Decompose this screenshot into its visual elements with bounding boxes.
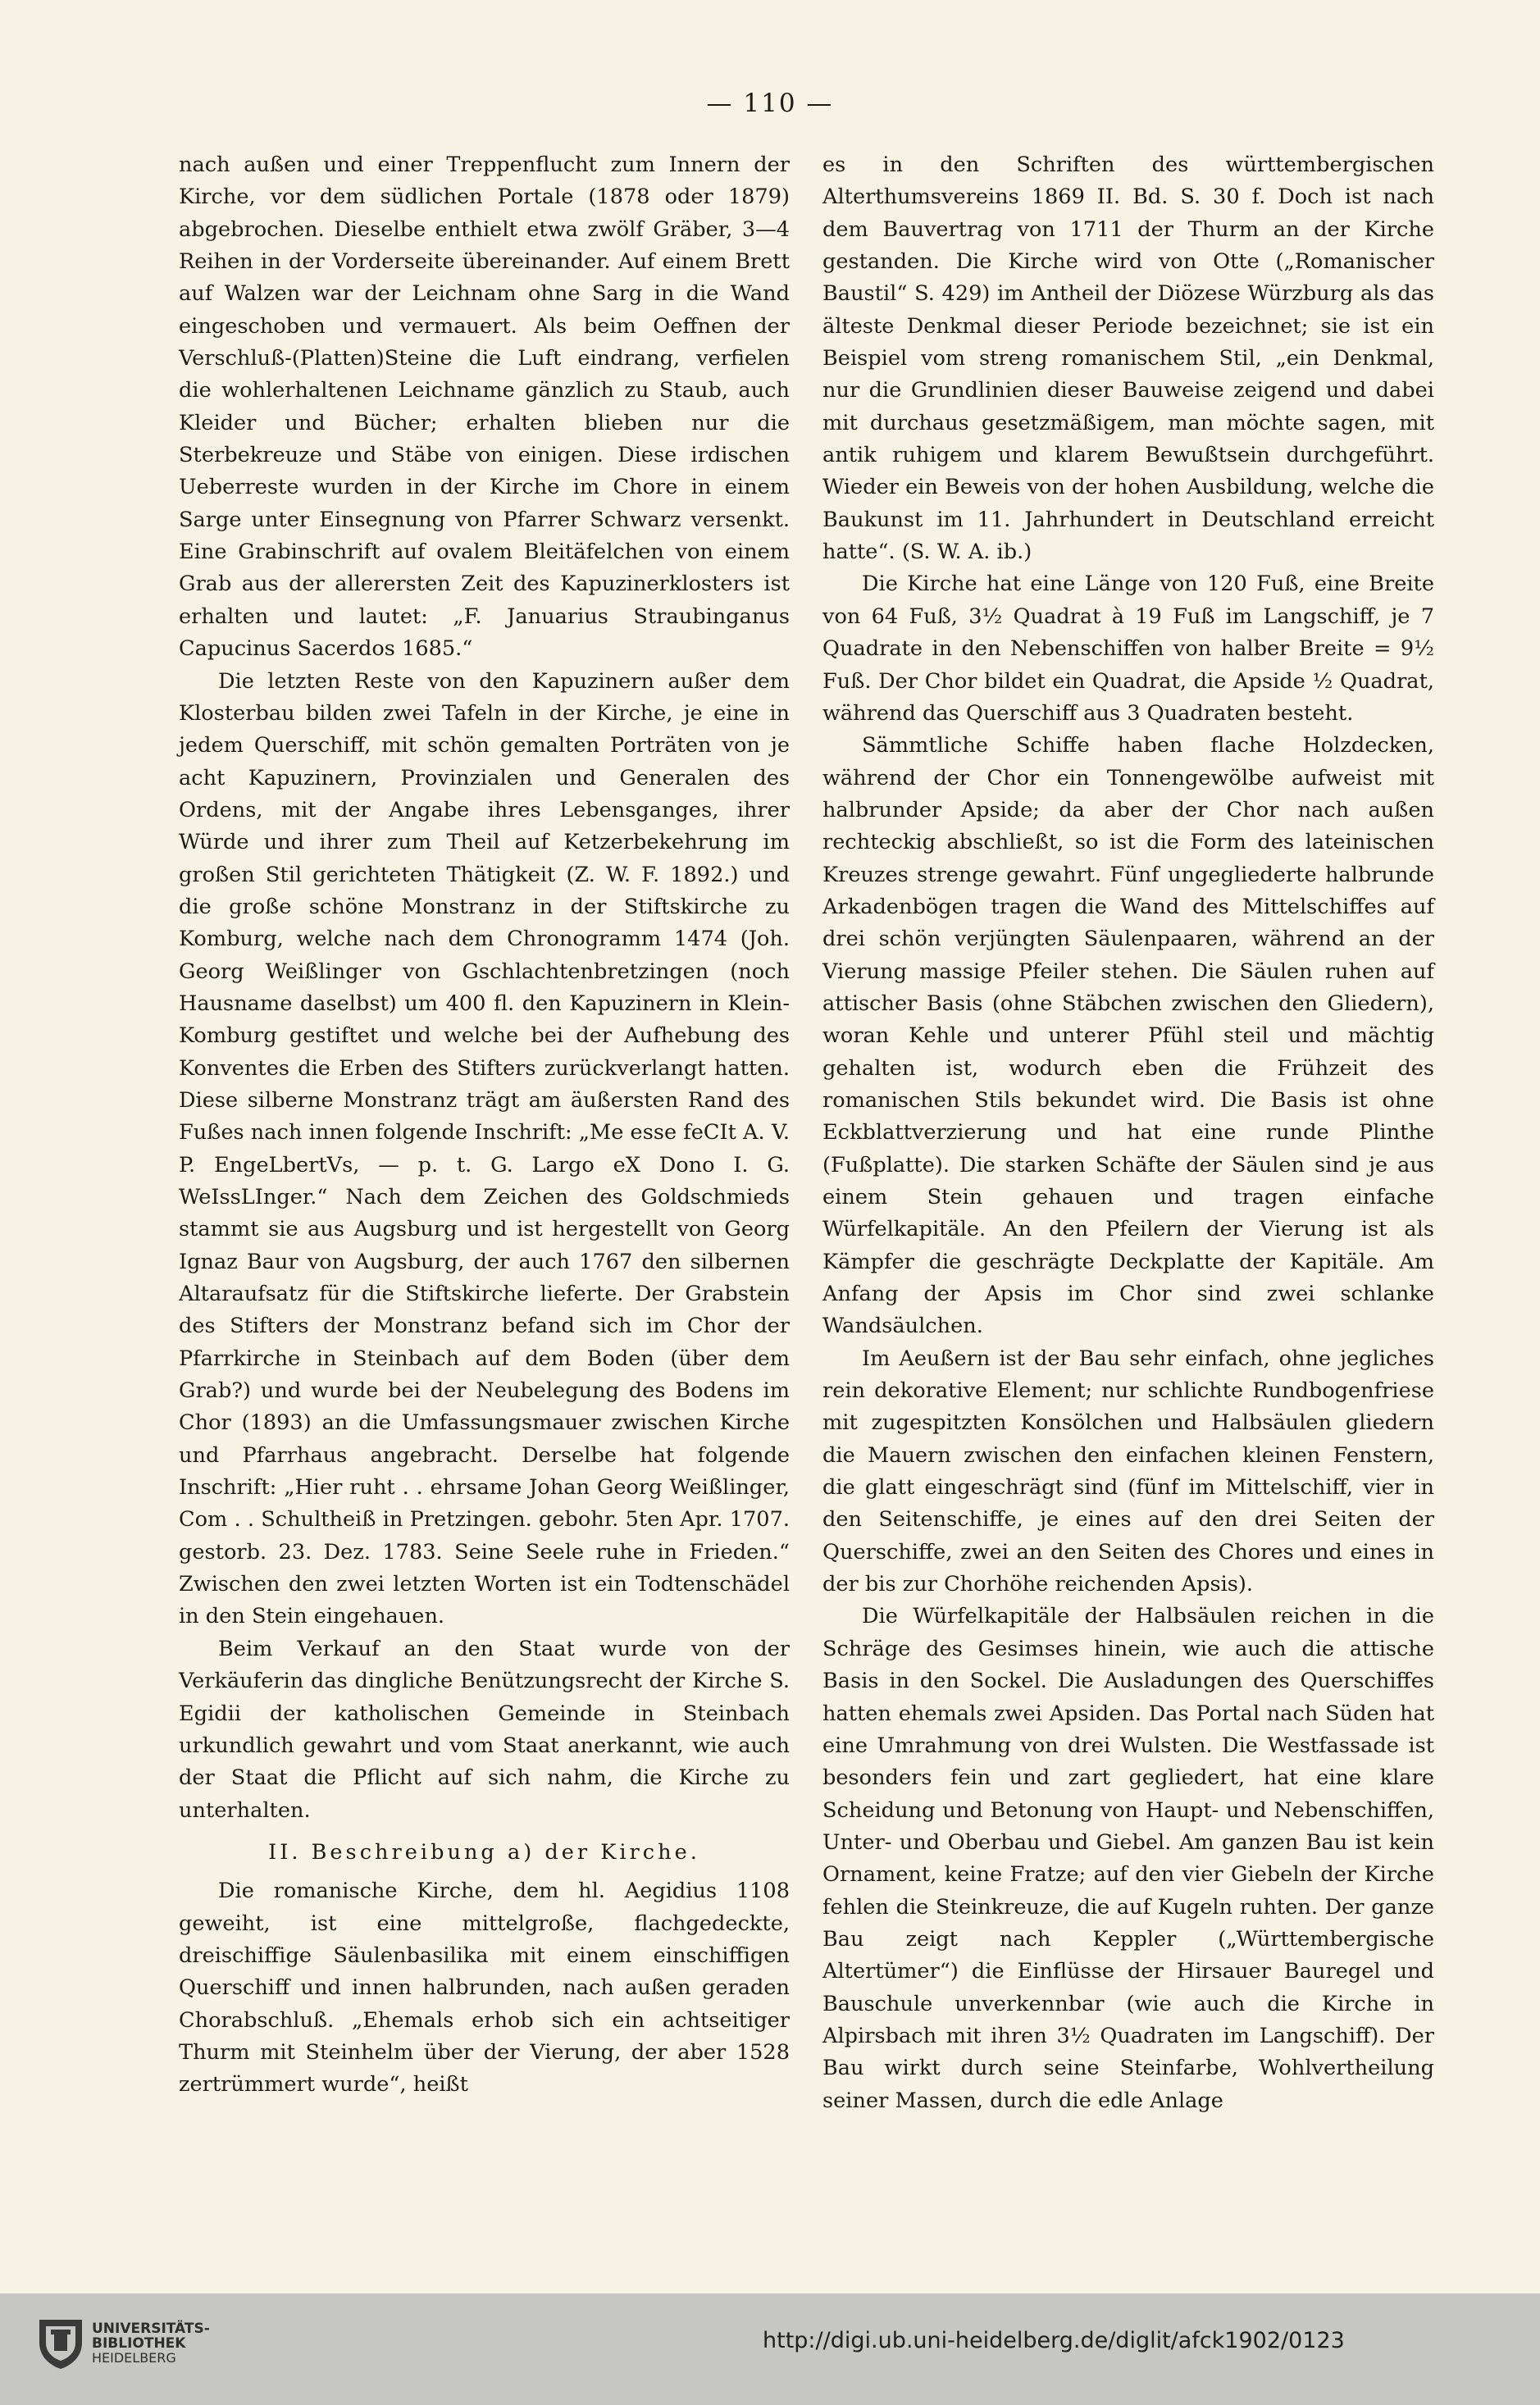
paragraph: Beim Verkauf an den Staat wurde von der Verkäuferin das dingliche Benützungsrecht der Kirche S. Egidii der katholischen Gemeinde in Steinbach urkundlich gewahrt und vom Staat anerkannt, wie auch der Staat die Pflicht auf sich nahm, die Kirche zu unterhalten.	[179, 1636, 790, 1823]
paragraph: es in den Schriften des württembergischen Alterthumsvereins 1869 II. Bd. S. 30 f. Doch ist nach dem Bauvertrag von 1711 der Thurm an der Kirche gestanden. Die Kirche wird von Otte („Romanischer Baustil“ S. 429) im Antheil der Diözese Würzburg als das älteste Denkmal dieser Periode bezeichnet; sie ist ein Beispiel vom streng romanischem Stil, „ein Denkmal, nur die Grundlinien dieser Bauweise zeigend und dabei mit durchaus gesetzmäßigem, man möchte sagen, mit antik ruhigem und klarem Bewußtsein durchgeführt. Wieder ein Beweis von der hohen Ausbildung, welche die Baukunst im 11. Jahrhundert in Deutschland erreicht hatte“. (S. W. A. ib.)	[822, 153, 1434, 565]
library-name	[92, 2321, 210, 2366]
paragraph: nach außen und einer Treppenflucht zum Innern der Kirche, vor dem südlichen Portale (1878 oder 1879) abgebrochen. Dieselbe enthielt etwa zwölf Gräber, 3—4 Reihen in der Vorderseite übereinander. Auf einem Brett auf Walzen war der Leichnam ohne Sarg in die Wand eingeschoben und vermauert. Als beim Oeffnen der Verschluß-(Platten)Steine die Luft eindrang, verfielen die wohlerhaltenen Leichname gänzlich zu Staub, auch Kleider und Bücher; erhalten blieben nur die Sterbekreuze und Stäbe von einigen. Diese irdischen Ueberreste wurden in der Kirche im Chore in einem Sarge unter Einsegnung von Pfarrer Schwarz versenkt. Eine Grabinschrift auf ovalem Bleitäfelchen von einem Grab aus der allerersten Zeit des Kapuzinerklosters ist erhalten und lautet: „F. Januarius Straubinganus Capucinus Sacerdos 1685.“	[179, 153, 790, 662]
section-heading: II. Beschreibung a) der Kirche.	[268, 1839, 700, 1865]
university-seal-icon	[36, 2315, 85, 2371]
library-name-line: HEIDELBERG	[92, 2350, 176, 2366]
paragraph: Sämmtliche Schiffe haben flache Holzdecken, während der Chor ein Tonnengewölbe aufweist mit halbrunder Apside; da aber der Chor nach außen rechteckig abschließt, so ist die Form des lateinischen Kreuzes strenge gewahrt. Fünf ungegliederte halbrunde Arkadenbögen tragen die Wand des Mittelschiffes auf drei schön verjüngten Säulenpaaren, während an der Vierung massige Pfeiler stehen. Die Säulen ruhen auf attischer Basis (ohne Stäbchen zwischen den Gliedern), woran Kehle und unterer Pfühl steil und mächtig gehalten ist, wodurch eben die Frühzeit des romanischen Stils bekundet wird. Die Basis ist ohne Eckblattverzierung und hat eine runde Plinthe (Fußplatte). Die starken Schäfte der Säulen sind je aus einem Stein gehauen und tragen einfache Würfelkapitäle. An den Pfeilern der Vierung ist als Kämpfer die geschrägte Deckplatte der Kapitäle. Am Anfang der Apsis im Chor sind zwei schlanke Wandsäulchen.	[822, 733, 1434, 1339]
library-name-line: BIBLIOTHEK	[92, 2335, 186, 2352]
right-text-column	[822, 149, 1434, 2117]
permalink[interactable]	[763, 2328, 1345, 2353]
paragraph: Im Aeußern ist der Bau sehr einfach, ohne jegliches rein dekorative Element; nur schlichte Rundbogenfriese mit zugespitzten Konsölchen und Halbsäulen gliedern die Mauern zwischen den einfachen kleinen Fenstern, die glatt eingeschrägt sind (fünf im Mittelschiff, vier in den Seitenschiffe, je eines auf den drei Seiten der Querschiffe, zwei an den Seiten des Chores und eines in der bis zur Chorhöhe reichenden Apsis).	[822, 1346, 1434, 1597]
paragraph: Die Kirche hat eine Länge von 120 Fuß, eine Breite von 64 Fuß, 3½ Quadrat à 19 Fuß im Langschiff, je 7 Quadrate in den Nebenschiffen von halber Breite = 9½ Fuß. Der Chor bildet ein Quadrat, die Apside ½ Quadrat, während das Querschiff aus 3 Quadraten besteht.	[822, 572, 1434, 726]
page-number: — 110 —	[706, 89, 834, 118]
library-footer	[0, 2293, 1540, 2405]
paragraph: Die Würfelkapitäle der Halbsäulen reichen in die Schräge des Gesimses hinein, wie auch die attische Basis in den Sockel. Die Ausladungen des Querschiffes hatten ehemals zwei Apsiden. Das Portal nach Süden hat eine Umrahmung von drei Wulsten. Die Westfassade ist besonders fein und zart gegliedert, hat eine klare Scheidung und Betonung von Haupt- und Nebenschiffen, Unter- und Oberbau und Giebel. Am ganzen Bau ist kein Ornament, keine Fratze; auf den vier Giebeln der Kirche fehlen die Steinkreuze, die auf Kugeln ruhten. Der ganze Bau zeigt nach Keppler („Württembergische Altertümer“) die Einflüsse der Hirsauer Bauregel und Bauschule unverkennbar (wie auch die Kirche in Alpirsbach mit ihren 3½ Quadraten im Langschiff). Der Bau wirkt durch seine Steinfarbe, Wohlvertheilung seiner Massen, durch die edle Anlage	[822, 1604, 1434, 2113]
left-text-column	[179, 149, 790, 2102]
library-name-line: UNIVERSITÄTS-	[92, 2321, 210, 2337]
paragraph: Die romanische Kirche, dem hl. Aegidius 1108 geweiht, ist eine mittelgroße, flachgedeckte, dreischiffige Säulenbasilika mit einem einschiffigen Querschiff und innen halbrunden, nach außen geraden Chorabschluß. „Ehemals erhob sich ein achtseitiger Thurm mit Steinhelm über der Vierung, der aber 1528 zertrümmert wurde“, heißt	[179, 1879, 790, 2098]
paragraph: Die letzten Reste von den Kapuzinern außer dem Klosterbau bilden zwei Tafeln in der Kirche, je eine in jedem Querschiff, mit schön gemalten Porträten von je acht Kapuzinern, Provinzialen und Generalen des Ordens, mit der Angabe ihres Lebensganges, ihrer Würde und ihrer zum Theil auf Ketzerbekehrung im großen Stil gerichteten Thätigkeit (Z. W. F. 1892.) und die große schöne Monstranz in der Stiftskirche zu Komburg, welche nach dem Chronogramm 1474 (Joh. Georg Weißlinger von Gschlachtenbretzingen (noch Hausname daselbst) um 400 fl. den Kapuzinern in Klein-Komburg gestiftet und welche bei der Aufhebung des Konventes die Erben des Stifters zurückverlangt hatten. Diese silberne Monstranz trägt am äußersten Rand des Fußes nach innen folgende Inschrift: „Me esse feCIt A. V. P. EngeLbertVs, — p. t. G. Largo eX Dono I. G. WeIssLInger.“ Nach dem Zeichen des Goldschmieds stammt sie aus Augsburg und ist hergestellt von Georg Ignaz Baur von Augsburg, der auch 1767 den silbernen Altaraufsatz für die Stiftskirche lieferte. Der Grabstein des Stifters der Monstranz befand sich im Chor der Pfarrkirche in Steinbach auf dem Boden (über dem Grab?) und wurde bei der Neubelegung des Bodens im Chor (1893) an die Umfassungsmauer zwischen Kirche und Pfarrhaus angebracht. Derselbe hat folgende Inschrift: „Hier ruht . . ehrsame Johan Georg Weißlinger, Com . . Schultheiß in Pretzingen. gebohr. 5ten Apr. 1707. gestorb. 23. Dez. 1783. Seine Seele ruhe in Frieden.“ Zwischen den zwei letzten Worten ist ein Todtenschädel in den Stein eingehauen.	[179, 668, 790, 1629]
permalink-link[interactable]: http://digi.ub.uni-heidelberg.de/diglit/afck1902/0123	[763, 2328, 1345, 2353]
